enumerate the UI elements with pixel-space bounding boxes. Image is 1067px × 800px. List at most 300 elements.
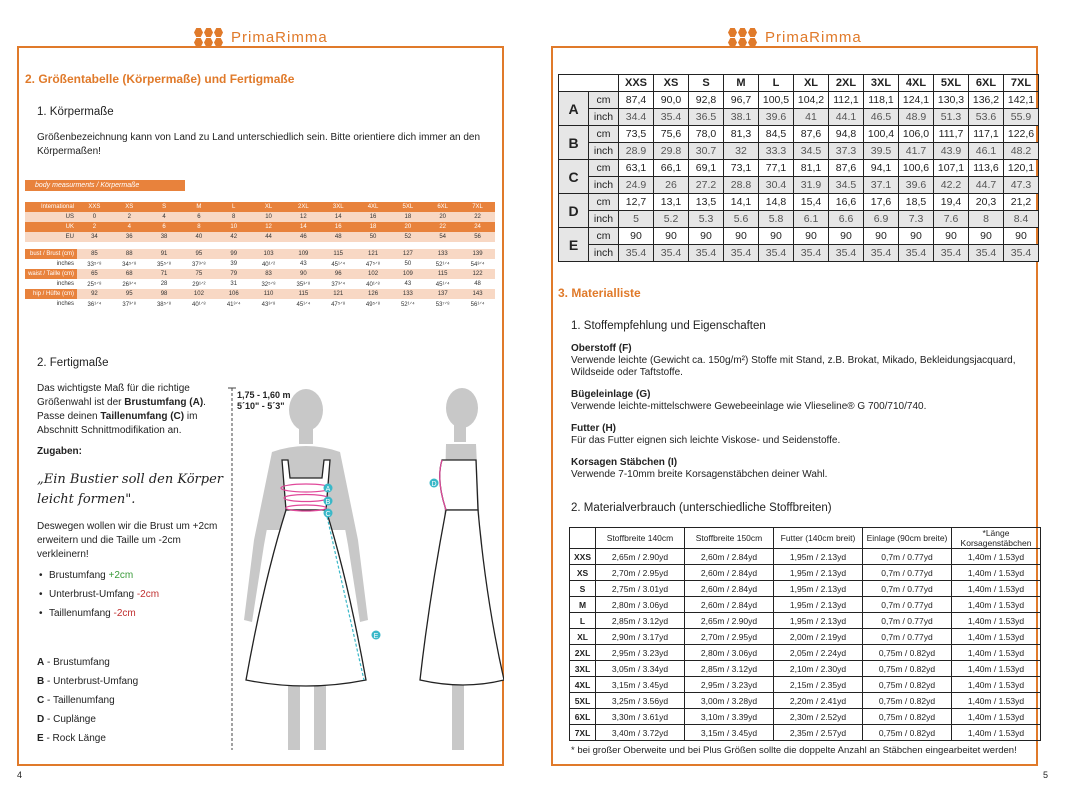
inch-cell: 5 bbox=[619, 211, 654, 228]
size-cell: 137 bbox=[425, 289, 460, 299]
header-row bbox=[559, 75, 1039, 92]
cm-cell: 63,1 bbox=[619, 160, 654, 177]
size-header: L bbox=[759, 75, 794, 92]
inch-cell: 44.1 bbox=[829, 109, 864, 126]
legend-text: - Rock Länge bbox=[43, 733, 106, 744]
cm-cell: 100,5 bbox=[759, 92, 794, 109]
table-row bbox=[570, 629, 1041, 645]
value-cell: 1,40m / 1.53yd bbox=[952, 645, 1041, 661]
measure-letter: C bbox=[559, 160, 589, 194]
value-cell: 0,7m / 0.77yd bbox=[863, 613, 952, 629]
size-cell: 110 bbox=[251, 289, 286, 299]
column-header: Futter (140cm breit) bbox=[774, 528, 863, 549]
size-cell: 7XL bbox=[570, 725, 596, 741]
inch-cell: 34.4 bbox=[619, 109, 654, 126]
size-cell: L bbox=[216, 202, 251, 212]
size-row-uk bbox=[25, 222, 495, 232]
page-number-left: 4 bbox=[17, 770, 23, 780]
size-cell: 2 bbox=[112, 212, 147, 222]
inch-cell: 7.6 bbox=[934, 211, 969, 228]
size-cell: 96 bbox=[321, 269, 356, 279]
materialliste-heading: 3. Materialliste bbox=[558, 286, 641, 300]
size-cell: 8 bbox=[216, 212, 251, 222]
inch-row bbox=[559, 211, 1039, 228]
value-cell: 1,40m / 1.53yd bbox=[952, 613, 1041, 629]
value-cell: 0,75m / 0.82yd bbox=[863, 709, 952, 725]
size-cell: XL bbox=[251, 202, 286, 212]
size-cell: 16 bbox=[356, 212, 391, 222]
size-cell: 53⁷ᐟ⁸ bbox=[425, 299, 460, 309]
svg-text:C: C bbox=[325, 511, 331, 518]
size-cell: 37³ᐟ⁴ bbox=[321, 279, 356, 289]
size-cell: 16 bbox=[321, 222, 356, 232]
cm-cell: 104,2 bbox=[794, 92, 829, 109]
size-cell: M bbox=[181, 202, 216, 212]
legend-key: A bbox=[37, 657, 45, 668]
zugabe-item bbox=[41, 608, 159, 619]
legend-item bbox=[37, 733, 138, 744]
size-cell: 121 bbox=[321, 289, 356, 299]
cm-cell: 130,3 bbox=[934, 92, 969, 109]
cm-row bbox=[559, 160, 1039, 177]
inch-row bbox=[559, 177, 1039, 194]
size-cell: 36¹ᐟ⁴ bbox=[77, 299, 112, 309]
size-cell: 56 bbox=[460, 232, 495, 242]
unit-label: inch bbox=[589, 177, 619, 194]
value-cell: 3,00m / 3.28yd bbox=[685, 693, 774, 709]
inch-cell: 34.5 bbox=[794, 143, 829, 160]
size-cell: 109 bbox=[390, 269, 425, 279]
size-row-bust bbox=[25, 249, 495, 259]
material-item bbox=[571, 388, 1033, 413]
size-row-us bbox=[25, 212, 495, 222]
size-cell: 109 bbox=[286, 249, 321, 259]
row-label: inches bbox=[25, 299, 77, 309]
size-cell: 40¹ᐟ² bbox=[251, 259, 286, 269]
value-cell: 1,40m / 1.53yd bbox=[952, 725, 1041, 741]
size-cell: M bbox=[570, 597, 596, 613]
size-cell: 34 bbox=[77, 232, 112, 242]
value-cell: 2,15m / 2.35yd bbox=[774, 677, 863, 693]
inch-cell: 30.7 bbox=[689, 143, 724, 160]
size-cell: 127 bbox=[390, 249, 425, 259]
cm-cell: 120,1 bbox=[1004, 160, 1039, 177]
page-right bbox=[551, 29, 1038, 766]
size-cell: 39 bbox=[216, 259, 251, 269]
inch-cell: 53.6 bbox=[969, 109, 1004, 126]
header-row bbox=[570, 528, 1041, 549]
inch-cell: 35.4 bbox=[899, 245, 934, 262]
material-item bbox=[571, 456, 1033, 481]
size-cell: 45¹ᐟ⁴ bbox=[425, 279, 460, 289]
column-header: Stoffbreite 150cm bbox=[685, 528, 774, 549]
cm-cell: 13,1 bbox=[654, 194, 689, 211]
spacer-cell bbox=[25, 242, 495, 249]
size-cell: 54 bbox=[425, 232, 460, 242]
legend-text: - Cuplänge bbox=[44, 714, 96, 725]
size-cell: 6 bbox=[181, 212, 216, 222]
cm-cell: 20,3 bbox=[969, 194, 1004, 211]
legend-text: - Brustumfang bbox=[44, 657, 110, 668]
zugabe-value: -2cm bbox=[113, 608, 136, 619]
size-cell: 71 bbox=[147, 269, 182, 279]
inch-cell: 46.1 bbox=[969, 143, 1004, 160]
brand-logo bbox=[728, 28, 864, 47]
cm-cell: 90 bbox=[759, 228, 794, 245]
measure-letter: D bbox=[559, 194, 589, 228]
size-cell: 6XL bbox=[425, 202, 460, 212]
table-row bbox=[570, 549, 1041, 565]
inch-cell: 24.9 bbox=[619, 177, 654, 194]
size-cell: 48 bbox=[460, 279, 495, 289]
row-label: International bbox=[25, 202, 77, 212]
legend-key: B bbox=[37, 676, 45, 687]
size-cell: 22 bbox=[425, 222, 460, 232]
legend-item bbox=[37, 657, 138, 668]
cm-row bbox=[559, 126, 1039, 143]
size-cell: 44 bbox=[251, 232, 286, 242]
cm-cell: 124,1 bbox=[899, 92, 934, 109]
size-cell: 95 bbox=[181, 249, 216, 259]
inch-cell: 29.8 bbox=[654, 143, 689, 160]
cm-cell: 77,1 bbox=[759, 160, 794, 177]
table-row bbox=[570, 709, 1041, 725]
inch-cell: 35.4 bbox=[794, 245, 829, 262]
size-cell: 35⁵ᐟ⁸ bbox=[147, 259, 182, 269]
size-cell: 68 bbox=[112, 269, 147, 279]
measure-legend bbox=[37, 657, 138, 752]
cm-cell: 66,1 bbox=[654, 160, 689, 177]
value-cell: 2,05m / 2.24yd bbox=[774, 645, 863, 661]
size-cell: 92 bbox=[77, 289, 112, 299]
size-header: M bbox=[724, 75, 759, 92]
legend-key: D bbox=[37, 714, 45, 725]
spacer-row bbox=[25, 242, 495, 249]
inch-cell: 5.8 bbox=[759, 211, 794, 228]
size-row-hip-in bbox=[25, 299, 495, 309]
inch-cell: 35.4 bbox=[864, 245, 899, 262]
size-cell: 0 bbox=[77, 212, 112, 222]
size-cell: 31 bbox=[216, 279, 251, 289]
value-cell: 0,7m / 0.77yd bbox=[863, 629, 952, 645]
size-cell: 7XL bbox=[460, 202, 495, 212]
row-label: bust / Brust (cm) bbox=[25, 249, 77, 259]
materialverbrauch-heading: 2. Materialverbrauch (unterschiedliche Stoffbreiten) bbox=[571, 502, 832, 514]
inch-cell: 41 bbox=[794, 109, 829, 126]
inch-cell: 44.7 bbox=[969, 177, 1004, 194]
size-cell: 126 bbox=[356, 289, 391, 299]
cm-cell: 90 bbox=[619, 228, 654, 245]
unit-label: cm bbox=[589, 194, 619, 211]
size-cell: 3XL bbox=[570, 661, 596, 677]
material-title: Korsagen Stäbchen (I) bbox=[571, 457, 678, 468]
size-cell: 45¹ᐟ⁴ bbox=[286, 299, 321, 309]
materials-list bbox=[571, 342, 1033, 490]
honeycomb-icon bbox=[728, 28, 757, 47]
size-header: 7XL bbox=[1004, 75, 1039, 92]
inch-cell: 28.9 bbox=[619, 143, 654, 160]
table-row bbox=[570, 581, 1041, 597]
value-cell: 2,80m / 3.06yd bbox=[596, 597, 685, 613]
size-cell: 115 bbox=[321, 249, 356, 259]
size-cell: 115 bbox=[425, 269, 460, 279]
size-cell: 5XL bbox=[390, 202, 425, 212]
legend-text: - Unterbrust-Umfang bbox=[44, 676, 139, 687]
value-cell: 1,40m / 1.53yd bbox=[952, 677, 1041, 693]
cm-cell: 90 bbox=[934, 228, 969, 245]
dress-figure-illustration bbox=[224, 380, 504, 765]
zugabe-value: +2cm bbox=[108, 570, 134, 581]
size-cell: XS bbox=[112, 202, 147, 212]
size-cell: 20 bbox=[390, 222, 425, 232]
zugabe-item bbox=[41, 589, 159, 600]
cm-cell: 113,6 bbox=[969, 160, 1004, 177]
section-heading: 2. Größentabelle (Körpermaße) und Fertigmaße bbox=[25, 72, 295, 86]
brand-name: PrimaRimma bbox=[765, 29, 862, 46]
cm-cell: 90 bbox=[689, 228, 724, 245]
cm-cell: 122,6 bbox=[1004, 126, 1039, 143]
size-cell: 4XL bbox=[570, 677, 596, 693]
column-header: Einlage (90cm breite) bbox=[863, 528, 952, 549]
cm-cell: 81,1 bbox=[794, 160, 829, 177]
size-header: 4XL bbox=[899, 75, 934, 92]
size-cell: 14 bbox=[286, 222, 321, 232]
inch-cell: 27.2 bbox=[689, 177, 724, 194]
size-cell: 50 bbox=[356, 232, 391, 242]
inch-cell: 39.6 bbox=[899, 177, 934, 194]
inch-cell: 35.4 bbox=[969, 245, 1004, 262]
unit-label: inch bbox=[589, 211, 619, 228]
svg-text:B: B bbox=[325, 499, 331, 506]
size-cell: 43 bbox=[286, 259, 321, 269]
zugabe-label: Taillenumfang bbox=[49, 608, 114, 619]
row-label: UK bbox=[25, 222, 77, 232]
size-cell: 4 bbox=[147, 212, 182, 222]
size-cell: 37³ᐟ⁸ bbox=[181, 259, 216, 269]
cm-cell: 90 bbox=[1004, 228, 1039, 245]
page-left bbox=[17, 29, 504, 766]
value-cell: 2,95m / 3.23yd bbox=[685, 677, 774, 693]
zugabe-value: -2cm bbox=[136, 589, 160, 600]
material-text: Verwende 7-10mm breite Korsagenstäbchen deiner Wahl. bbox=[571, 469, 828, 480]
legend-text: - Taillenumfang bbox=[44, 695, 115, 706]
legend-item bbox=[37, 676, 138, 687]
size-cell: 12 bbox=[286, 212, 321, 222]
inch-cell: 35.4 bbox=[654, 109, 689, 126]
size-cell: 52¹ᐟ⁴ bbox=[390, 299, 425, 309]
cm-cell: 92,8 bbox=[689, 92, 724, 109]
size-cell: 115 bbox=[286, 289, 321, 299]
brand-name: PrimaRimma bbox=[231, 29, 328, 46]
size-cell: 90 bbox=[286, 269, 321, 279]
material-title: Futter (H) bbox=[571, 423, 616, 434]
size-cell: 52 bbox=[390, 232, 425, 242]
cm-cell: 117,1 bbox=[969, 126, 1004, 143]
stoffempfehlung-heading: 1. Stoffempfehlung und Eigenschaften bbox=[571, 320, 766, 332]
zugabe-label: Unterbrust-Umfang bbox=[49, 589, 137, 600]
size-header: 2XL bbox=[829, 75, 864, 92]
table-row bbox=[570, 725, 1041, 741]
inch-row bbox=[559, 143, 1039, 160]
value-cell: 2,30m / 2.52yd bbox=[774, 709, 863, 725]
size-cell: 133 bbox=[425, 249, 460, 259]
value-cell: 2,95m / 3.23yd bbox=[596, 645, 685, 661]
subheading-fertigmasse: 2. Fertigmaße bbox=[37, 357, 109, 369]
material-title: Oberstoff (F) bbox=[571, 343, 632, 354]
inch-cell: 34.5 bbox=[829, 177, 864, 194]
table-row bbox=[570, 613, 1041, 629]
inch-cell: 7.3 bbox=[899, 211, 934, 228]
size-cell: 5XL bbox=[570, 693, 596, 709]
measure-letter: E bbox=[559, 228, 589, 262]
value-cell: 2,75m / 3.01yd bbox=[596, 581, 685, 597]
size-cell: 6 bbox=[147, 222, 182, 232]
size-cell: 36 bbox=[112, 232, 147, 242]
inch-cell: 41.7 bbox=[899, 143, 934, 160]
size-header: 3XL bbox=[864, 75, 899, 92]
cm-cell: 18,5 bbox=[899, 194, 934, 211]
table-row bbox=[570, 677, 1041, 693]
size-cell: 25⁵ᐟ⁸ bbox=[77, 279, 112, 289]
size-cell: 12 bbox=[251, 222, 286, 232]
value-cell: 2,80m / 3.06yd bbox=[685, 645, 774, 661]
size-cell: 40¹ᐟ⁸ bbox=[356, 279, 391, 289]
size-cell: 47⁵ᐟ⁸ bbox=[321, 299, 356, 309]
material-title: Bügeleinlage (G) bbox=[571, 389, 651, 400]
inch-cell: 35.4 bbox=[934, 245, 969, 262]
cm-row bbox=[559, 228, 1039, 245]
cm-cell: 106,0 bbox=[899, 126, 934, 143]
size-header: XL bbox=[794, 75, 829, 92]
inch-cell: 6.6 bbox=[829, 211, 864, 228]
value-cell: 2,20m / 2.41yd bbox=[774, 693, 863, 709]
value-cell: 3,10m / 3.39yd bbox=[685, 709, 774, 725]
legend-item bbox=[37, 714, 138, 725]
cm-cell: 73,5 bbox=[619, 126, 654, 143]
size-cell: 14 bbox=[321, 212, 356, 222]
cm-cell: 14,8 bbox=[759, 194, 794, 211]
measure-letter: B bbox=[559, 126, 589, 160]
size-cell: 43³ᐟ⁸ bbox=[251, 299, 286, 309]
size-cell: 20 bbox=[425, 212, 460, 222]
size-cell: 49⁵ᐟ⁸ bbox=[356, 299, 391, 309]
value-cell: 0,7m / 0.77yd bbox=[863, 549, 952, 565]
inch-cell: 30.4 bbox=[759, 177, 794, 194]
size-cell: 18 bbox=[356, 222, 391, 232]
inch-cell: 6.1 bbox=[794, 211, 829, 228]
inch-cell: 35.4 bbox=[689, 245, 724, 262]
size-cell: 95 bbox=[112, 289, 147, 299]
size-chart-table bbox=[25, 202, 495, 309]
value-cell: 2,65m / 2.90yd bbox=[685, 613, 774, 629]
size-cell: 2XL bbox=[286, 202, 321, 212]
value-cell: 2,60m / 2.84yd bbox=[685, 597, 774, 613]
cm-cell: 90 bbox=[829, 228, 864, 245]
cm-cell: 87,4 bbox=[619, 92, 654, 109]
size-table-title: body measurments / Körpermaße bbox=[25, 180, 185, 191]
cm-cell: 90 bbox=[969, 228, 1004, 245]
value-cell: 0,75m / 0.82yd bbox=[863, 661, 952, 677]
cm-cell: 118,1 bbox=[864, 92, 899, 109]
value-cell: 0,75m / 0.82yd bbox=[863, 693, 952, 709]
height-label: 1,75 - 1,60 m 5´10" - 5´3" bbox=[237, 390, 291, 411]
cm-cell: 21,2 bbox=[1004, 194, 1039, 211]
size-cell: 28 bbox=[147, 279, 182, 289]
size-row-waist-in bbox=[25, 279, 495, 289]
value-cell: 1,95m / 2.13yd bbox=[774, 549, 863, 565]
size-cell: 38⁵ᐟ⁸ bbox=[147, 299, 182, 309]
size-cell: 85 bbox=[77, 249, 112, 259]
inch-cell: 8 bbox=[969, 211, 1004, 228]
inch-cell: 35.4 bbox=[619, 245, 654, 262]
size-cell: 10 bbox=[216, 222, 251, 232]
inch-cell: 5.6 bbox=[724, 211, 759, 228]
inch-cell: 39.6 bbox=[759, 109, 794, 126]
size-cell: 121 bbox=[356, 249, 391, 259]
size-cell: S bbox=[147, 202, 182, 212]
footnote: * bei großer Oberweite und bei Plus Größen sollte die doppelte Anzahl an Stäbchen eingearbeitet werden! bbox=[571, 745, 1017, 756]
deswegen-text: Deswegen wollen wir die Brust um +2cm erweitern und die Taille um -2cm verkleinern! bbox=[37, 521, 218, 560]
size-cell: 8 bbox=[181, 222, 216, 232]
size-cell: 24 bbox=[460, 222, 495, 232]
inch-row bbox=[559, 245, 1039, 262]
value-cell: 2,85m / 3.12yd bbox=[685, 661, 774, 677]
inch-cell: 43.9 bbox=[934, 143, 969, 160]
cm-cell: 94,8 bbox=[829, 126, 864, 143]
size-cell: 88 bbox=[112, 249, 147, 259]
cm-cell: 16,6 bbox=[829, 194, 864, 211]
value-cell: 3,25m / 3.56yd bbox=[596, 693, 685, 709]
size-cell: 4 bbox=[112, 222, 147, 232]
row-label: EU bbox=[25, 232, 77, 242]
size-row-intl bbox=[25, 202, 495, 212]
size-cell: 75 bbox=[181, 269, 216, 279]
value-cell: 1,95m / 2.13yd bbox=[774, 565, 863, 581]
inch-cell: 42.2 bbox=[934, 177, 969, 194]
fertigmasse-text: Das wichtigste Maß für die richtige Größenwahl ist der Brustumfang (A). Passe deinen Taillenumfang (C) im Abschnitt Schnittmodifikation an. bbox=[37, 383, 206, 436]
value-cell: 1,40m / 1.53yd bbox=[952, 597, 1041, 613]
corner-cell bbox=[570, 528, 596, 549]
value-cell: 1,40m / 1.53yd bbox=[952, 693, 1041, 709]
size-cell: 52¹ᐟ⁴ bbox=[425, 259, 460, 269]
size-cell: 10 bbox=[251, 212, 286, 222]
inch-row bbox=[559, 109, 1039, 126]
size-cell: 99 bbox=[216, 249, 251, 259]
value-cell: 3,15m / 3.45yd bbox=[596, 677, 685, 693]
brand-logo bbox=[194, 28, 330, 47]
value-cell: 3,05m / 3.34yd bbox=[596, 661, 685, 677]
material-text: Verwende leichte-mittelschwere Gewebeeinlage wie Vlieseline® G 700/710/740. bbox=[571, 401, 927, 412]
cm-cell: 100,4 bbox=[864, 126, 899, 143]
legend-key: E bbox=[37, 733, 44, 744]
value-cell: 0,7m / 0.77yd bbox=[863, 581, 952, 597]
value-cell: 2,70m / 2.95yd bbox=[685, 629, 774, 645]
value-cell: 3,40m / 3.72yd bbox=[596, 725, 685, 741]
value-cell: 0,7m / 0.77yd bbox=[863, 597, 952, 613]
inch-cell: 36.5 bbox=[689, 109, 724, 126]
size-cell: 103 bbox=[251, 249, 286, 259]
value-cell: 2,65m / 2.90yd bbox=[596, 549, 685, 565]
size-row-bust-in bbox=[25, 259, 495, 269]
size-cell: 33⁵ᐟ⁸ bbox=[77, 259, 112, 269]
inch-cell: 28.8 bbox=[724, 177, 759, 194]
size-cell: 26³ᐟ⁴ bbox=[112, 279, 147, 289]
inch-cell: 35.4 bbox=[724, 245, 759, 262]
cm-cell: 90 bbox=[794, 228, 829, 245]
unit-label: cm bbox=[589, 126, 619, 143]
size-cell: 32⁵ᐟ⁸ bbox=[251, 279, 286, 289]
size-cell: XL bbox=[570, 629, 596, 645]
